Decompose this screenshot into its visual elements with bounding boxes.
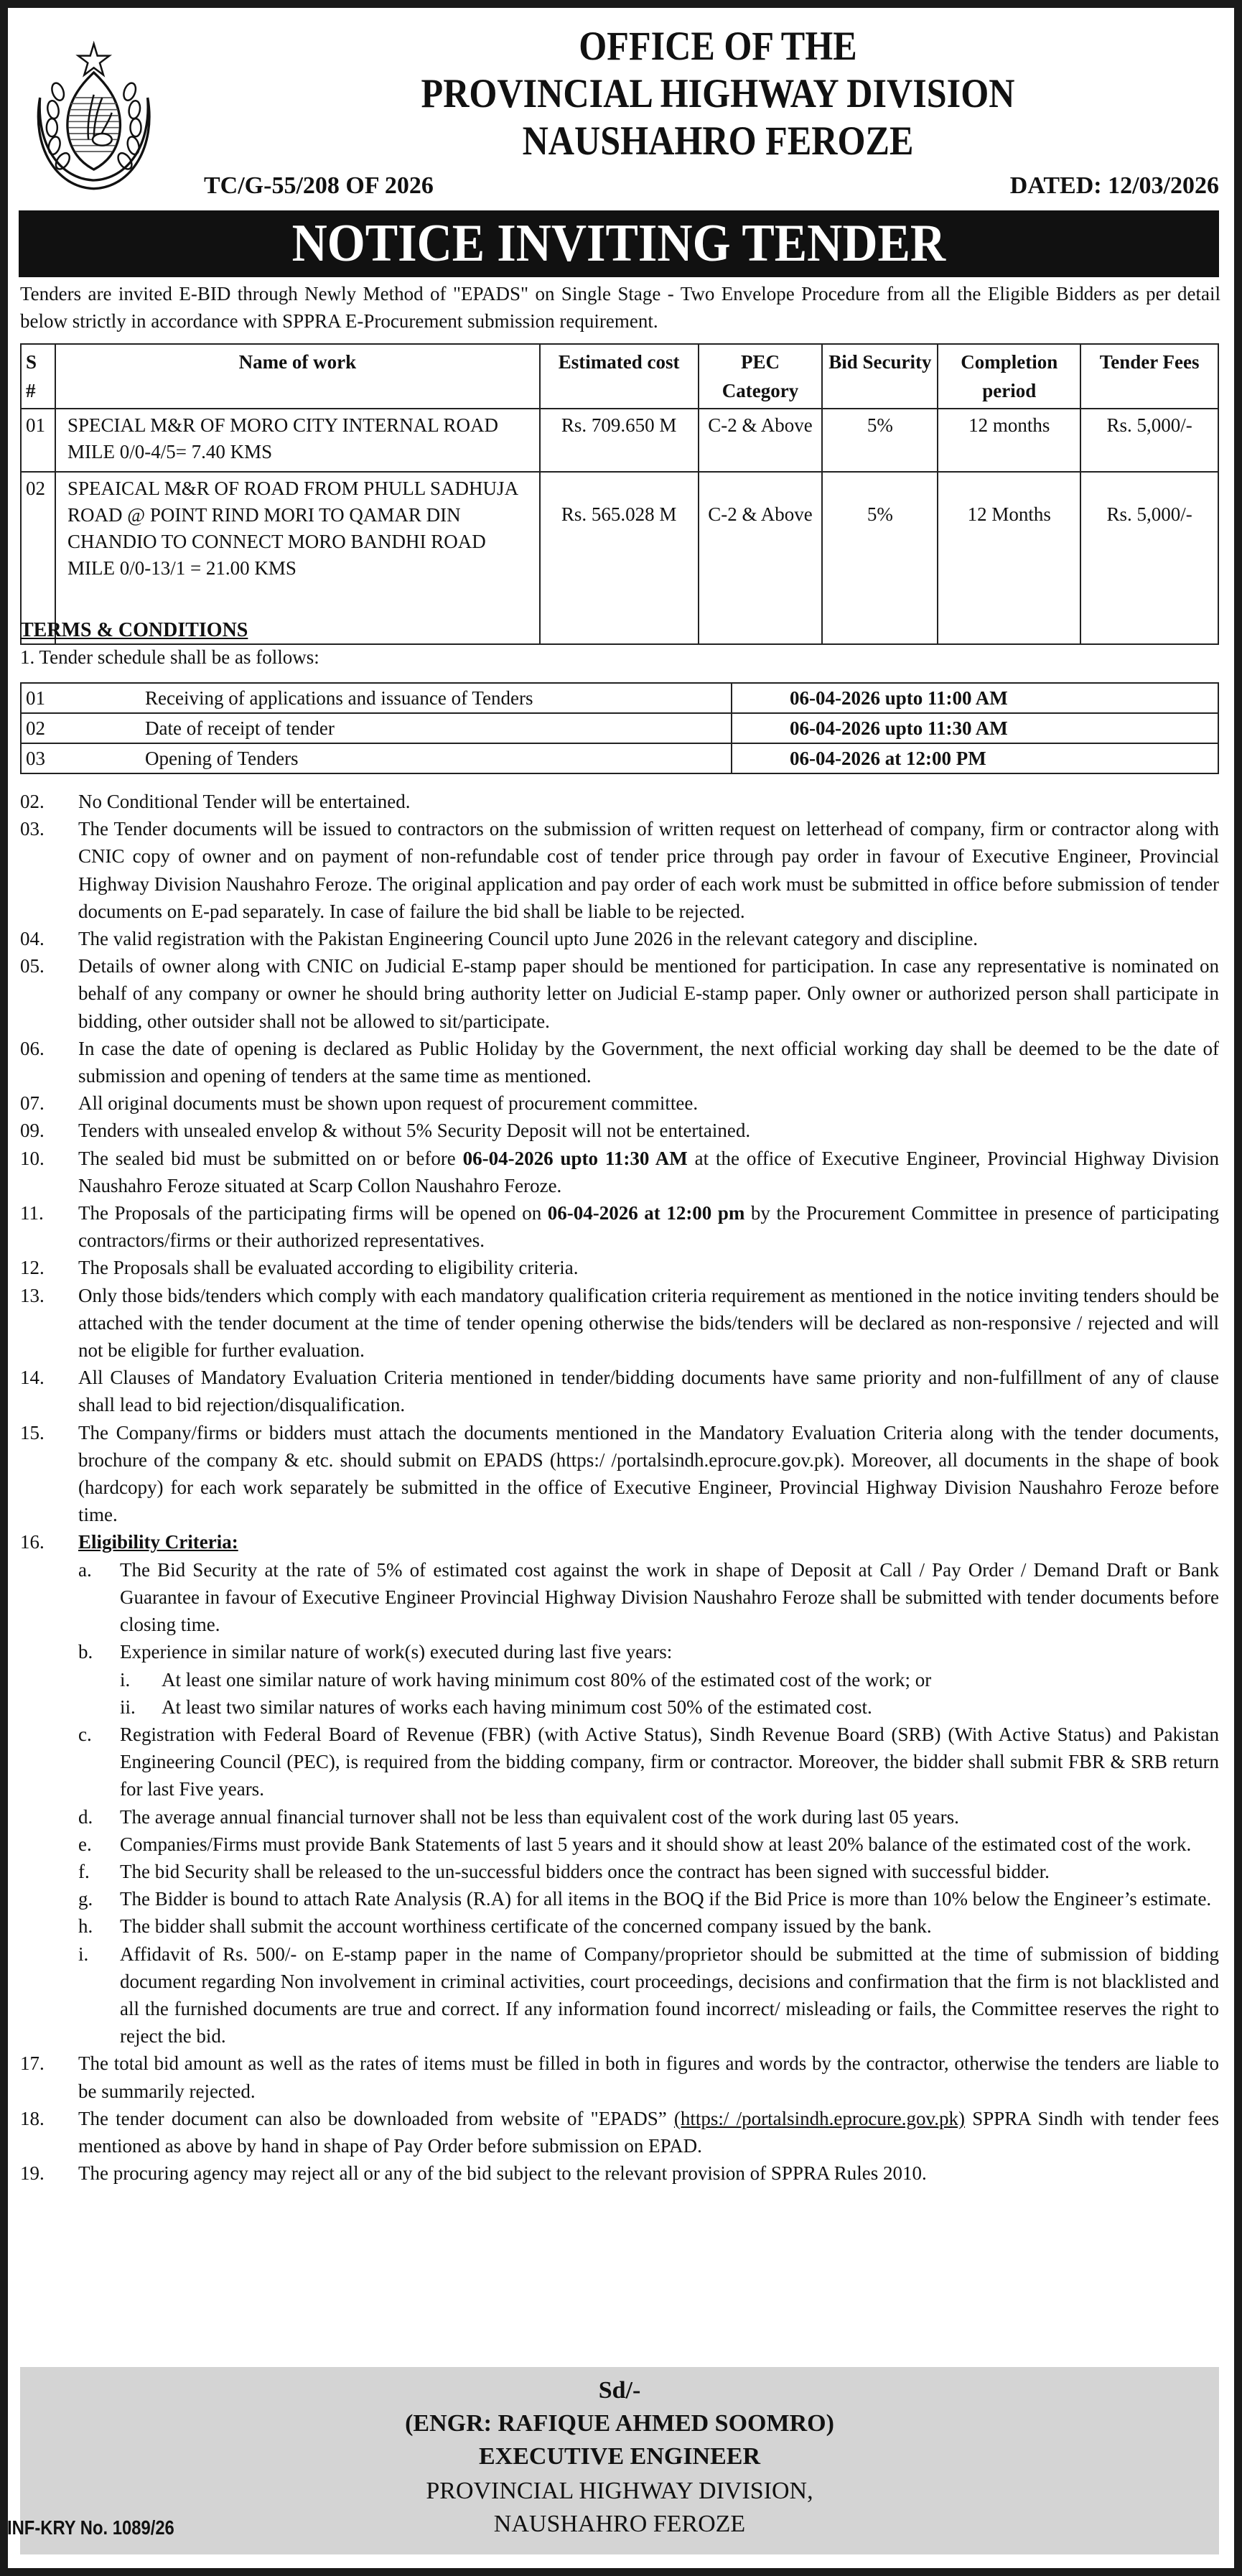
clause-text — [78, 1199, 1219, 1254]
cell-cost: Rs. 565.028 M — [540, 472, 699, 644]
clause-item — [20, 1145, 1219, 1199]
signature-block — [20, 2367, 1219, 2554]
clause-number: 19. — [20, 2162, 45, 2185]
schedule-value: 06-04-2026 at 12:00 PM — [732, 743, 1218, 773]
schedule-no: 02 — [21, 713, 116, 743]
clause-item — [20, 1035, 1219, 1089]
eligibility-letter: i. — [78, 1943, 89, 1965]
clause-item — [20, 1117, 1219, 1144]
intro-paragraph: Tenders are invited E-BID through Newly Method of "EPADS" on Single Stage - Two Envelope Procedure from all the Eligible Bidders as per detail below strictly in accordance with SPPRA E-Procurement submission requirement. — [20, 283, 1220, 332]
clause-text: All Clauses of Mandatory Evaluation Criteria mentioned in tender/bidding documents have same priority and non-fulfillment of any of clause shall lead to bid rejection/disqualification. — [78, 1367, 1219, 1416]
eligibility-letter: c. — [78, 1723, 92, 1745]
clause-text-part: at the office of Executive Engineer, Provincial Highway Division Naushahro Feroze situated at Scarp Collon Naushahro Feroze. — [78, 1147, 1219, 1196]
eligibility-item — [78, 1831, 1219, 1858]
clause-number: 05. — [20, 955, 45, 977]
clause-text: The Tender documents will be issued to contractors on the submission of written request on letterhead of company, firm or contractor along with CNIC copy of owner and on payment of non-refundable cost of tender price through pay order in favour of Executive Engineer, Provincial Highway Division Naushahro Feroze. The original application and pay order of each work must be submitted in office before submission of tender documents on E-pad separately. In case of failure the bid shall be liable to be rejected. — [78, 818, 1219, 922]
clause-number: 07. — [20, 1092, 45, 1115]
eligibility-item — [78, 1556, 1219, 1639]
cell-security: 5% — [822, 409, 938, 472]
clause-item — [20, 1419, 1219, 1529]
clause-deadline: 06-04-2026 upto 11:30 AM — [462, 1147, 688, 1169]
eligibility-text: The Bidder is bound to attach Rate Analysis (R.A) for all items in the BOQ if the Bid Price is more than 10% below the Engineer’s estimate. — [120, 1888, 1212, 1910]
table-row — [21, 472, 1218, 644]
eligibility-text: The average annual financial turnover shall not be less than equivalent cost of the work during last 05 years. — [120, 1805, 959, 1828]
schedule-row — [21, 743, 1218, 773]
eligibility-item — [78, 1803, 1219, 1831]
clause-item — [20, 1282, 1219, 1364]
works-table-header — [21, 344, 1218, 409]
col-header-sno: S # — [21, 344, 55, 409]
clause-number: 15. — [20, 1421, 45, 1443]
eligibility-item — [78, 1912, 1219, 1940]
eligibility-letter: e. — [78, 1833, 92, 1855]
col-header-fees: Tender Fees — [1080, 344, 1218, 409]
schedule-value: 06-04-2026 upto 11:00 AM — [732, 683, 1218, 713]
clause-number: 18. — [20, 2107, 45, 2129]
inf-number: INF-KRY No. 1089/26 — [7, 2516, 174, 2539]
clause-number: 03. — [20, 818, 45, 840]
clause-number: 13. — [20, 1284, 45, 1306]
signatory-office-line-2: NAUSHAHRO FEROZE — [493, 2511, 746, 2537]
clause-item — [20, 1254, 1219, 1281]
eligibility-item — [78, 1858, 1219, 1885]
eligibility-roman: i. — [120, 1668, 131, 1691]
schedule-label: Receiving of applications and issuance of Tenders — [116, 683, 732, 713]
notice-banner-title: NOTICE INVITING TENDER — [291, 214, 946, 273]
clauses-list — [20, 788, 1219, 2187]
eligibility-item — [78, 1721, 1219, 1803]
clause-number: 11. — [20, 1202, 44, 1224]
clause-text: The valid registration with the Pakistan Engineering Council upto June 2026 in the relevant category and discipline. — [78, 928, 978, 950]
clause-item — [20, 925, 1219, 952]
eligibility-subtext: At least one similar nature of work having minimum cost 80% of the estimated cost of the work; or — [162, 1668, 932, 1691]
clause-text — [78, 2105, 1219, 2159]
signature-sd: Sd/- — [598, 2377, 641, 2404]
schedule-label: Date of receipt of tender — [116, 713, 732, 743]
schedule-table — [20, 682, 1219, 774]
cell-sno: 02 — [21, 472, 55, 644]
clause-item — [20, 2105, 1219, 2159]
clause-item — [20, 1364, 1219, 1418]
cell-name: SPECIAL M&R OF MORO CITY INTERNAL ROAD MILE 0/0-4/5= 7.40 KMS — [55, 409, 540, 472]
epads-portal-link[interactable]: (https:/ /portalsindh.eprocure.gov.pk) — [673, 2107, 966, 2129]
clause-item — [20, 1199, 1219, 1254]
eligibility-letter: d. — [78, 1805, 93, 1828]
cell-pec: C-2 & Above — [699, 409, 823, 472]
eligibility-text: The bid Security shall be released to the un-successful bidders once the contract has been signed with successful bidder. — [120, 1860, 1050, 1882]
signatory-name: (ENGR: RAFIQUE AHMED SOOMRO) — [405, 2410, 834, 2437]
clause-number: 02. — [20, 791, 45, 812]
col-header-period: Completion period — [938, 344, 1080, 409]
clause-item — [20, 2050, 1219, 2104]
clause-item — [20, 788, 1219, 815]
office-line-2: PROVINCIAL HIGHWAY DIVISION — [421, 71, 1015, 116]
schedule-row — [21, 683, 1218, 713]
col-header-cost: Estimated cost — [540, 344, 699, 409]
clause-number: 12. — [20, 1257, 45, 1279]
office-title — [263, 23, 1172, 165]
government-emblem-icon — [32, 33, 175, 198]
eligibility-text: The Bid Security at the rate of 5% of estimated cost against the work in shape of Deposit at Call / Pay Order / Demand Draft or Bank Guarantee in favour of Executive Engineer Provincial Highway Division Naushahro Feroze shall be submitted with tender documents before closing time. — [120, 1558, 1219, 1636]
clause-text: The Proposals shall be evaluated according to eligibility criteria. — [78, 1257, 579, 1279]
schedule-label: Opening of Tenders — [116, 743, 732, 773]
clause-number: 14. — [20, 1367, 45, 1389]
cell-fees: Rs. 5,000/- — [1080, 409, 1218, 472]
schedule-value: 06-04-2026 upto 11:30 AM — [732, 713, 1218, 743]
clause-number: 16. — [20, 1531, 45, 1553]
schedule-no: 01 — [21, 683, 116, 713]
clause-item — [20, 952, 1219, 1035]
eligibility-letter: a. — [78, 1558, 92, 1581]
cell-sno: 01 — [21, 409, 55, 472]
clause-text-part: The sealed bid must be submitted on or before — [78, 1147, 463, 1169]
clause-number: 09. — [20, 1120, 45, 1142]
eligibility-heading: Eligibility Criteria: — [78, 1531, 238, 1553]
reference-number: TC/G-55/208 OF 2026 — [204, 172, 434, 199]
eligibility-letter: h. — [78, 1915, 93, 1938]
eligibility-text: Registration with Federal Board of Revenue (FBR) (with Active Status), Sindh Revenue Board (SRB) (With Active Status) and Pakistan Engineering Council (PEC), is required from the bidding company, firm or contractor. Moreover, the bidder shall submit FBR & SRB return for last Five years. — [120, 1723, 1219, 1800]
eligibility-letter: g. — [78, 1888, 93, 1910]
clause-text: The total bid amount as well as the rates of items must be filled in both in figures and words by the contractor, otherwise the tenders are liable to be summarily rejected. — [78, 2052, 1219, 2102]
clause-item — [20, 2159, 1219, 2187]
cell-pec: C-2 & Above — [699, 472, 823, 644]
works-table — [20, 343, 1219, 645]
eligibility-text: Affidavit of Rs. 500/- on E-stamp paper in the name of Company/proprietor should be submitted at the time of submission of bidding document regarding Non involvement in criminal activities, court proceedings, decisions and confirmation that the firm is not blacklisted and all the furnished documents are true and correct. If any information found incorrect/ misleading or fails, the Committee reserves the right to reject the bid. — [120, 1943, 1219, 2047]
clause-text: In case the date of opening is declared as Public Holiday by the Government, the next official working day shall be deemed to be the date of submission and opening of tenders at the same time as mentioned. — [78, 1037, 1219, 1087]
office-line-1: OFFICE OF THE — [579, 24, 857, 69]
eligibility-subitem — [120, 1693, 1219, 1721]
col-header-name: Name of work — [55, 344, 540, 409]
clause-text: The procuring agency may reject all or any of the bid subject to the relevant provision of SPPRA Rules 2010. — [78, 2162, 927, 2185]
eligibility-item — [78, 1940, 1219, 2050]
eligibility-subtext: At least two similar natures of works each having minimum cost 50% of the estimated cost. — [162, 1696, 872, 1718]
clause-text: Only those bids/tenders which comply with each mandatory qualification criteria requirement as mentioned in the notice inviting tenders should be attached with the tender document at the time of tender opening otherwise the bids/tenders will be declared as non-responsive / rejected and will not be eligible for further evaluation. — [78, 1284, 1219, 1362]
office-line-3: NAUSHAHRO FEROZE — [522, 118, 914, 164]
clause-text-part: by the Procurement Committee in presence of participating contractors/firms or their authorized representatives. — [78, 1202, 1219, 1252]
schedule-row — [21, 713, 1218, 743]
cell-name: SPEAICAL M&R OF ROAD FROM PHULL SADHUJA ROAD @ POINT RIND MORI TO QAMAR DIN CHANDIO TO CONNECT MORO BANDHI ROAD MILE 0/0-13/1 = 21.00 KMS — [55, 472, 540, 644]
eligibility-subitem — [120, 1666, 1219, 1693]
clause-text-part: The Proposals of the participating firms will be opened on — [78, 1202, 548, 1224]
schedule-intro: 1. Tender schedule shall be as follows: — [20, 646, 319, 668]
eligibility-letter: b. — [78, 1641, 93, 1663]
schedule-no: 03 — [21, 743, 116, 773]
eligibility-item — [78, 1638, 1219, 1665]
cell-period: 12 Months — [938, 472, 1080, 644]
clause-text: Details of owner along with CNIC on Judicial E-stamp paper should be mentioned for participation. In case any representative is nominated on behalf of any company or owner he should bring authority letter on Judicial E-stamp paper. Only owner or authorized person shall participate in bidding, other outsider shall not be allowed to sit/participate. — [78, 955, 1219, 1032]
clause-text — [78, 1145, 1219, 1199]
clause-text-part: The tender document can also be downloaded from website of "EPADS” — [78, 2107, 674, 2129]
cell-security: 5% — [822, 472, 938, 644]
col-header-pec: PEC Category — [699, 344, 823, 409]
eligibility-letter: f. — [78, 1860, 90, 1882]
eligibility-text: Companies/Firms must provide Bank Statements of last 5 years and it should show at least 20% balance of the estimated cost of the work. — [120, 1833, 1192, 1855]
notice-banner — [19, 210, 1219, 277]
signatory-office-line-1: PROVINCIAL HIGHWAY DIVISION, — [426, 2478, 813, 2504]
eligibility-text: The bidder shall submit the account worthiness certificate of the concerned company issued by the bank. — [120, 1915, 932, 1938]
signatory-designation: EXECUTIVE ENGINEER — [478, 2443, 761, 2470]
eligibility-roman: ii. — [120, 1696, 136, 1718]
clause-number: 17. — [20, 2052, 45, 2075]
clause-item — [20, 815, 1219, 925]
clause-number: 04. — [20, 928, 45, 950]
clause-item-eligibility — [20, 1528, 1219, 1556]
cell-fees: Rs. 5,000/- — [1080, 472, 1218, 644]
clause-text-part: SPPRA Sindh with tender fees mentioned as above by hand in shape of Pay Order before submission on EPAD. — [78, 2107, 1219, 2157]
clause-text: The Company/firms or bidders must attach the documents mentioned in the Mandatory Evaluation Criteria along with the tender documents, brochure of the company & etc. should submit on EPADS (https:/ /portalsindh.eprocure.gov.pk). Moreover, all documents in the shape of book (hardcopy) for each work separately be submitted in the office of Executive Engineer, Provincial Highway Division Naushahro Feroze before time. — [78, 1421, 1219, 1526]
clause-text: No Conditional Tender will be entertained. — [78, 791, 411, 812]
eligibility-text: Experience in similar nature of work(s) executed during last five years: — [120, 1641, 673, 1663]
clause-opening-time: 06-04-2026 at 12:00 pm — [547, 1202, 745, 1224]
col-header-security: Bid Security — [822, 344, 938, 409]
table-row — [21, 409, 1218, 472]
cell-cost: Rs. 709.650 M — [540, 409, 699, 472]
terms-heading: TERMS & CONDITIONS — [20, 619, 248, 641]
clause-text: All original documents must be shown upon request of procurement committee. — [78, 1092, 699, 1115]
notice-date: DATED: 12/03/2026 — [1009, 172, 1219, 199]
clause-number: 10. — [20, 1147, 45, 1169]
cell-period: 12 months — [938, 409, 1080, 472]
clause-text: Tenders with unsealed envelop & without 5% Security Deposit will not be entertained. — [78, 1120, 751, 1142]
clause-item — [20, 1089, 1219, 1117]
clause-number: 06. — [20, 1037, 45, 1059]
eligibility-item — [78, 1885, 1219, 1912]
